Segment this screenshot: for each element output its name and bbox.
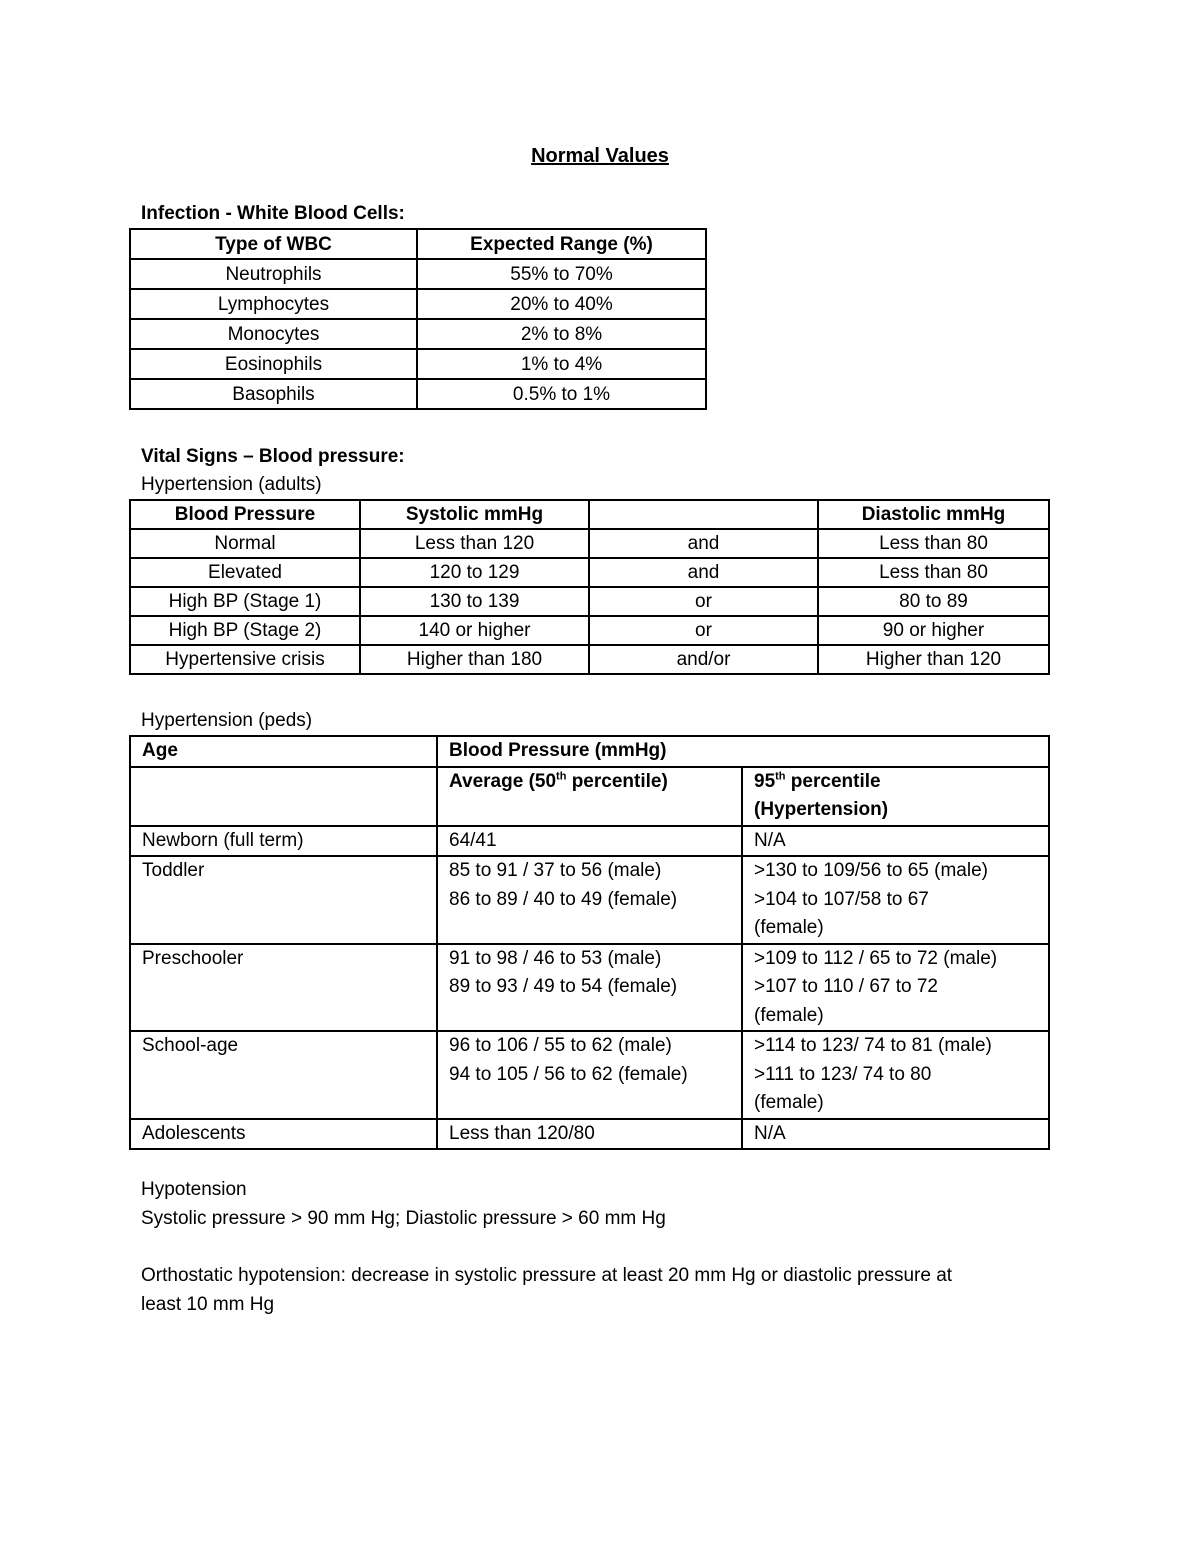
wbc-type-cell: Monocytes	[130, 319, 417, 349]
systolic-cell: 120 to 129	[360, 558, 589, 587]
cell-line: >130 to 109/56 to 65 (male)	[754, 860, 988, 881]
wbc-table	[129, 228, 707, 410]
bp-category-cell: High BP (Stage 2)	[130, 616, 360, 645]
wbc-range-cell: 55% to 70%	[417, 259, 706, 289]
table-header-row	[130, 500, 1049, 529]
systolic-cell: Less than 120	[360, 529, 589, 558]
wbc-heading: Infection - White Blood Cells:	[141, 203, 405, 224]
peds-label: Hypertension (peds)	[141, 710, 313, 731]
table-row	[130, 349, 706, 379]
table-row	[130, 319, 706, 349]
cell-line: >114 to 123/ 74 to 81 (male)	[754, 1035, 992, 1056]
table-row	[130, 379, 706, 409]
subheader-95th	[742, 767, 1049, 826]
table-row	[130, 856, 1049, 944]
wbc-range-cell: 1% to 4%	[417, 349, 706, 379]
systolic-cell: 130 to 139	[360, 587, 589, 616]
p95-cell	[742, 1119, 1049, 1150]
p95-cell	[742, 856, 1049, 944]
adult-bp-table	[129, 499, 1050, 675]
cell-line: (female)	[754, 1092, 824, 1113]
table-row	[130, 1031, 1049, 1119]
table-subheader-row	[130, 767, 1049, 826]
table-row	[130, 616, 1049, 645]
hypotension-block	[141, 1176, 1071, 1233]
table-header-row	[130, 229, 706, 259]
wbc-range-cell: 2% to 8%	[417, 319, 706, 349]
table-header-row	[130, 736, 1049, 767]
connector-cell: and	[589, 529, 818, 558]
average-cell	[437, 1031, 742, 1119]
age-cell: Toddler	[130, 856, 437, 944]
systolic-cell: 140 or higher	[360, 616, 589, 645]
cell-line: (female)	[754, 917, 824, 938]
table-row	[130, 259, 706, 289]
average-cell	[437, 826, 742, 857]
p95-cell	[742, 944, 1049, 1032]
hypotension-label: Hypotension	[141, 1179, 247, 1200]
table-row	[130, 558, 1049, 587]
cell-line: 64/41	[449, 829, 497, 851]
wbc-type-cell: Lymphocytes	[130, 289, 417, 319]
diastolic-cell: 80 to 89	[818, 587, 1049, 616]
wbc-type-cell: Basophils	[130, 379, 417, 409]
connector-cell: or	[589, 587, 818, 616]
table-row	[130, 587, 1049, 616]
cell-line: 86 to 89 / 40 to 49 (female)	[449, 888, 678, 910]
age-cell: Preschooler	[130, 944, 437, 1032]
superscript: th	[775, 770, 786, 783]
table-row	[130, 826, 1049, 857]
cell-line: 96 to 106 / 55 to 62 (male)	[449, 1035, 672, 1056]
column-header	[589, 500, 818, 529]
subheader-95th-text: 95	[754, 770, 776, 792]
cell-line: 89 to 93 / 49 to 54 (female)	[449, 976, 678, 997]
bp-category-cell: Normal	[130, 529, 360, 558]
average-cell	[437, 856, 742, 944]
column-header: Blood Pressure	[130, 500, 360, 529]
p95-cell	[742, 1031, 1049, 1119]
p95-cell	[742, 826, 1049, 857]
bp-category-cell: High BP (Stage 1)	[130, 587, 360, 616]
wbc-type-cell: Neutrophils	[130, 259, 417, 289]
subheader-average-text: Average (50	[449, 770, 557, 792]
vitals-heading: Vital Signs – Blood pressure:	[141, 446, 405, 467]
age-cell: Newborn (full term)	[130, 826, 437, 857]
superscript: th	[556, 770, 567, 783]
table-row	[130, 529, 1049, 558]
average-cell	[437, 1119, 742, 1150]
cell-line: >109 to 112 / 65 to 72 (male)	[754, 947, 998, 969]
bp-category-cell: Hypertensive crisis	[130, 645, 360, 674]
column-header: Diastolic mmHg	[818, 500, 1049, 529]
cell-line: 94 to 105 / 56 to 62 (female)	[449, 1063, 688, 1085]
column-header: Systolic mmHg	[360, 500, 589, 529]
subheader-95th-text: (Hypertension)	[754, 799, 889, 820]
cell-line: 85 to 91 / 37 to 56 (male)	[449, 860, 662, 881]
cell-line: Less than 120/80	[449, 1122, 595, 1144]
column-header-age: Age	[130, 736, 437, 767]
column-header-bp: Blood Pressure (mmHg)	[437, 736, 1049, 767]
average-cell	[437, 944, 742, 1032]
cell-line: 91 to 98 / 46 to 53 (male)	[449, 947, 662, 969]
cell-line: (female)	[754, 1004, 824, 1026]
connector-cell: and/or	[589, 645, 818, 674]
adults-label: Hypertension (adults)	[141, 474, 322, 495]
peds-bp-table	[129, 735, 1050, 1150]
page-title: Normal Values	[531, 145, 669, 167]
cell-line: N/A	[754, 829, 786, 851]
wbc-range-cell: 20% to 40%	[417, 289, 706, 319]
subheader-95th-text: percentile	[785, 770, 881, 792]
hypotension-text: Systolic pressure > 90 mm Hg; Diastolic pressure > 60 mm Hg	[141, 1207, 666, 1229]
table-row	[130, 645, 1049, 674]
connector-cell: or	[589, 616, 818, 645]
diastolic-cell: Less than 80	[818, 558, 1049, 587]
wbc-type-cell: Eosinophils	[130, 349, 417, 379]
table-row	[130, 289, 706, 319]
subheader-average	[437, 767, 742, 826]
connector-cell: and	[589, 558, 818, 587]
cell-line: N/A	[754, 1122, 786, 1144]
column-header: Expected Range (%)	[417, 229, 706, 259]
table-row	[130, 944, 1049, 1032]
diastolic-cell: 90 or higher	[818, 616, 1049, 645]
empty-cell	[130, 767, 437, 826]
diastolic-cell: Higher than 120	[818, 645, 1049, 674]
subheader-average-text: percentile)	[566, 770, 668, 792]
cell-line: >104 to 107/58 to 67	[754, 888, 929, 910]
table-row	[130, 1119, 1049, 1150]
age-cell: School-age	[130, 1031, 437, 1119]
orthostatic-text: least 10 mm Hg	[141, 1293, 275, 1315]
diastolic-cell: Less than 80	[818, 529, 1049, 558]
systolic-cell: Higher than 180	[360, 645, 589, 674]
cell-line: >111 to 123/ 74 to 80	[754, 1063, 932, 1085]
bp-category-cell: Elevated	[130, 558, 360, 587]
column-header: Type of WBC	[130, 229, 417, 259]
orthostatic-block	[141, 1262, 1071, 1319]
cell-line: >107 to 110 / 67 to 72	[754, 976, 938, 997]
age-cell: Adolescents	[130, 1119, 437, 1150]
wbc-range-cell: 0.5% to 1%	[417, 379, 706, 409]
orthostatic-text: Orthostatic hypotension: decrease in systolic pressure at least 20 mm Hg or diastolic pressure at	[141, 1265, 953, 1286]
